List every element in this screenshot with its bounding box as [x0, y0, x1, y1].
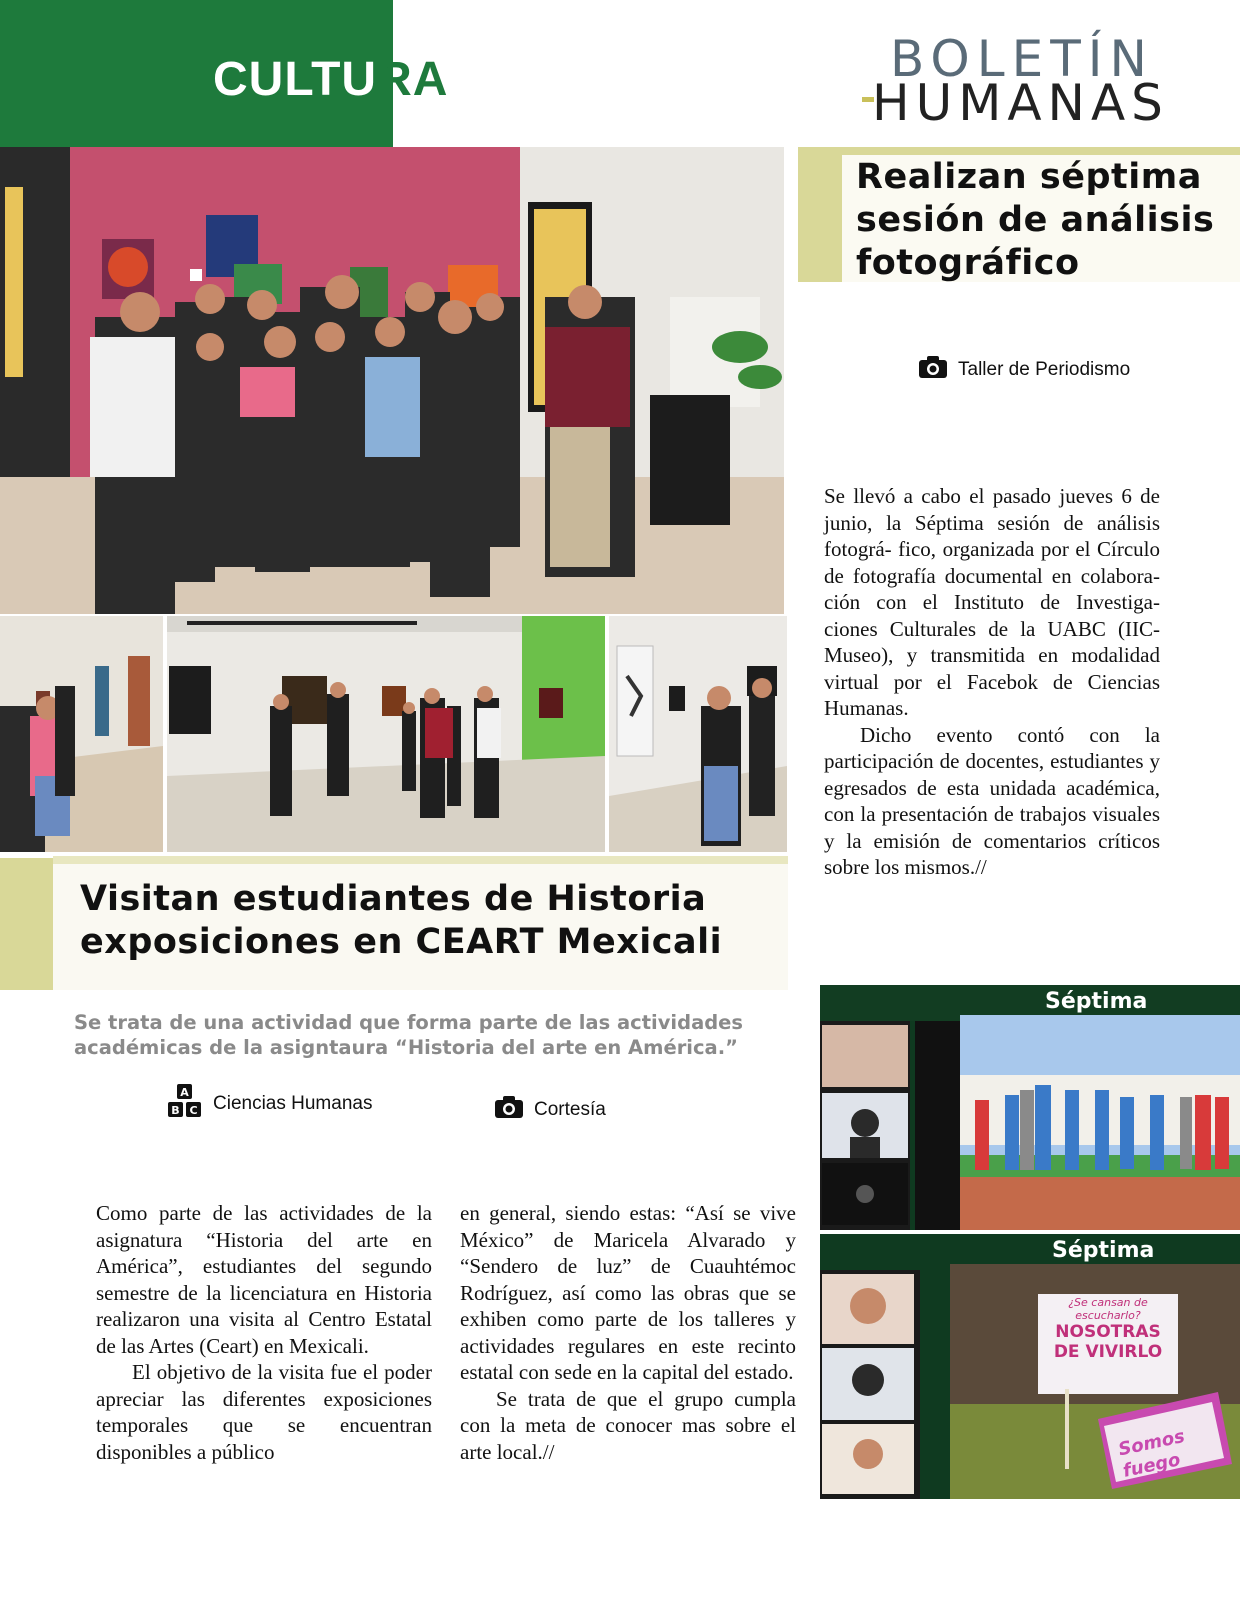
- right-title-topline: [798, 147, 1240, 155]
- right-article-paragraph: Dicho evento contó con la participación de docentes, estudiantes y egresados de esta unidada académica, con la presentación de trabajos visuales y la emisión de comentarios críticos sobre los mismos.//: [824, 722, 1160, 879]
- protest-sign-1: [1040, 1296, 1176, 1362]
- logo: [862, 30, 1182, 132]
- left-title-accent: [0, 858, 53, 990]
- left-article-photo-credit: [494, 1095, 606, 1125]
- left-article-title: Visitan estudiantes de Historia exposiciones en CEART Mexicali: [80, 879, 723, 962]
- left-article-subtitle: Se trata de una actividad que forma parte de las actividades académicas de la asigntaura “Historia del arte en América.”: [74, 1011, 744, 1059]
- session-screenshot-2: [820, 1234, 1240, 1499]
- camera-icon: [918, 355, 948, 385]
- right-article-credit: [918, 355, 1130, 385]
- camera-icon: [494, 1095, 524, 1125]
- right-article-paragraph: Se llevó a cabo el pasado jueves 6 de junio, la Séptima sesión de análisis fotográ- fico, organizada por el Círculo de fotografía documental en colabora- ción con el Instituto de Investiga- ciones Culturales de la UABC (IIC-Museo), y transmitida en modalidad virtual por el Facebok de Ciencias Humanas.: [824, 484, 1160, 720]
- left-article-column-2: [460, 1200, 796, 1465]
- left-article-column-1: [96, 1200, 432, 1465]
- logo-bottom-text: HUMANAS: [872, 74, 1169, 132]
- right-title-accent: [798, 148, 842, 282]
- gallery-photo-right: [609, 616, 787, 852]
- left-article-author-text: Ciencias Humanas: [213, 1093, 373, 1114]
- left-article-paragraph: Como parte de las actividades de la asignatura “Historia del arte en América”, estudiantes del segundo semestre de la licenciatura en Historia realizaron una visita al Centro Estatal de las Artes (Ceart) en Mexicali.: [96, 1201, 432, 1358]
- logo-top-text: BOLETÍN: [890, 30, 1154, 88]
- svg-text:B: B: [171, 1104, 180, 1117]
- left-title-topline: [53, 856, 788, 864]
- left-article-paragraph: El objetivo de la visita fue el poder apreciar las diferentes exposiciones temporales que se encuentran disponibles a público: [96, 1360, 432, 1464]
- protest-sign-2: Somos fuego: [1116, 1425, 1187, 1482]
- left-article-photo-credit-text: Cortesía: [534, 1099, 606, 1120]
- right-article-body: [824, 483, 1160, 881]
- left-article-paragraph: en general, siendo estas: “Así se vive México” de Maricela Alvarado y “Sendero de luz” de Cuauhtémoc Rodríguez, así como las obras que se exhiben como parte de los talleres y actividades regulares en este recinto estatal con sede en la capital del estado.: [460, 1201, 796, 1384]
- session-screenshot-2-label: Séptima: [1052, 1238, 1155, 1263]
- left-article-author: [167, 1083, 372, 1125]
- right-article-title: Realizan séptima sesión de análisis fotográfico: [856, 157, 1215, 283]
- protest-sign-1-main: NOSOTRAS DE VIVIRLO: [1053, 1322, 1163, 1362]
- gallery-photo-center: [167, 616, 605, 852]
- session-screenshot-1: [820, 985, 1240, 1230]
- left-article-paragraph: Se trata de que el grupo cumpla con la meta de conocer mas sobre el arte local.//: [460, 1386, 796, 1464]
- right-article-credit-text: Taller de Periodismo: [958, 359, 1131, 380]
- protest-sign-1-top: ¿Se cansan de escucharlo?: [1068, 1296, 1148, 1322]
- svg-text:A: A: [180, 1086, 189, 1099]
- group-photo: [0, 147, 784, 614]
- svg-text:C: C: [189, 1104, 198, 1117]
- session-screenshot-1-label: Séptima: [1045, 989, 1148, 1014]
- gallery-photo-left: [0, 616, 163, 852]
- section-title: CULTURA: [213, 53, 449, 106]
- abc-blocks-icon: [167, 1083, 203, 1125]
